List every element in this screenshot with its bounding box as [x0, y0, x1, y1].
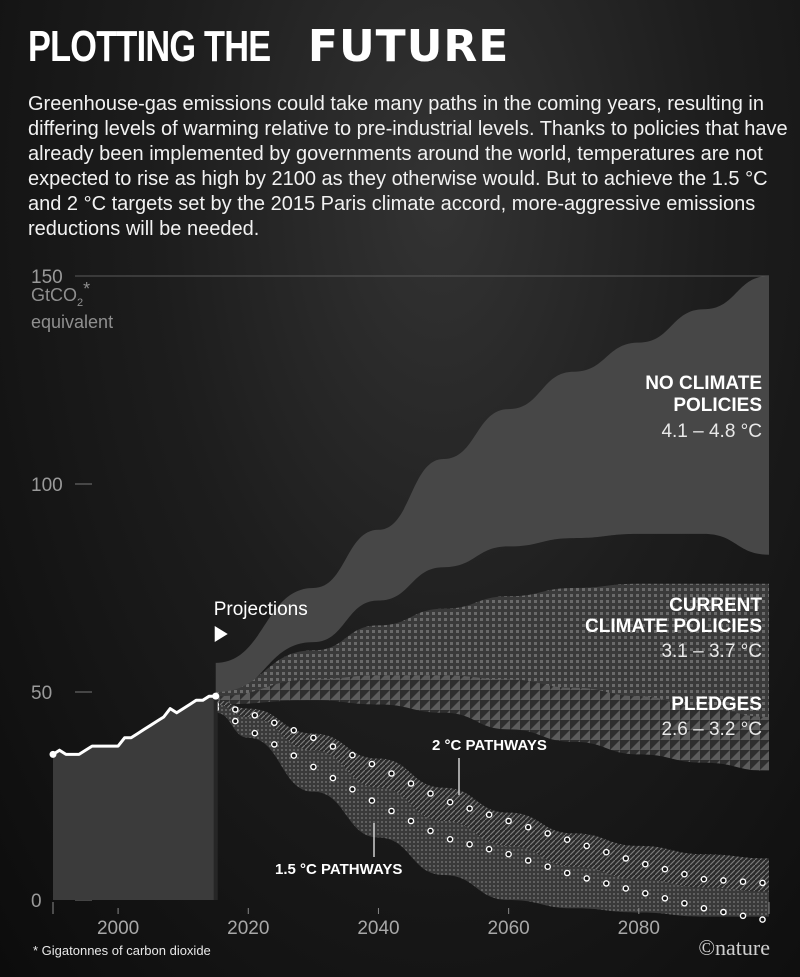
footnote: * Gigatonnes of carbon dioxide — [33, 943, 211, 958]
emissions-chart — [0, 240, 800, 940]
one-point-five-band-median-point — [389, 808, 394, 813]
one-point-five-band-median-point — [291, 753, 296, 758]
one-point-five-band-median-point — [311, 764, 316, 769]
two-degree-band-median-point — [662, 867, 667, 872]
projections-label: Projections — [213, 599, 308, 620]
title-light: PLOTTING THE — [28, 22, 271, 71]
y-tick-label: 50 — [31, 683, 53, 704]
one-point-five-band-median-point — [604, 881, 609, 886]
no-climate-range: 4.1 – 4.8 °C — [661, 421, 762, 442]
one-point-five-band-median-point — [682, 901, 687, 906]
projection-divider — [214, 696, 218, 900]
two-degree-band-median-point — [350, 753, 355, 758]
x-tick-label: 2040 — [357, 918, 400, 939]
historical-end-point — [212, 693, 219, 700]
two-degree-band-median-point — [233, 707, 238, 712]
two-degree-band-median-point — [760, 880, 765, 885]
two-degree-band-median-point — [389, 771, 394, 776]
one-point-five-band-median-point — [701, 906, 706, 911]
two-degree-band-median-point — [291, 728, 296, 733]
nature-logo: ©nature — [698, 935, 770, 960]
one-point-five-band-median-point — [760, 917, 765, 922]
two-degree-band-median-point — [604, 850, 609, 855]
two-degree-band-median-point — [584, 843, 589, 848]
current-policies-label: CURRENT — [669, 595, 762, 616]
two-degree-band-median-point — [272, 720, 277, 725]
historical-start-point — [50, 751, 57, 758]
two-degree-band-median-point — [740, 879, 745, 884]
two-degree-band-median-point — [526, 825, 531, 830]
y-tick-label: 150 — [31, 267, 63, 288]
two-degree-band-median-point — [428, 791, 433, 796]
historical-area — [53, 696, 216, 900]
two-degree-band-median-point — [330, 744, 335, 749]
one-point-five-band-median-point — [233, 719, 238, 724]
one-point-five-band-median-point — [643, 891, 648, 896]
one-point-five-label: 1.5 °C PATHWAYS — [275, 861, 403, 878]
chart-title — [28, 22, 509, 72]
x-tick-label: 2060 — [487, 918, 530, 939]
one-point-five-band-median-point — [330, 776, 335, 781]
two-degree-band-median-point — [643, 862, 648, 867]
pledges-range: 2.6 – 3.2 °C — [661, 719, 762, 740]
two-degree-band-median-point — [721, 878, 726, 883]
y-tick-label: 100 — [31, 475, 63, 496]
one-point-five-band-median-point — [526, 858, 531, 863]
two-degree-band-median-point — [545, 831, 550, 836]
one-point-five-band-median-point — [565, 870, 570, 875]
two-degree-band-median-point — [408, 781, 413, 786]
two-degree-label: 2 °C PATHWAYS — [432, 737, 547, 754]
one-point-five-band-median-point — [350, 787, 355, 792]
y-tick-label: 0 — [31, 891, 42, 912]
two-degree-band-median-point — [252, 713, 257, 718]
one-point-five-band-median-point — [467, 842, 472, 847]
two-degree-band-median-point — [448, 800, 453, 805]
one-point-five-band-median-point — [369, 798, 374, 803]
one-point-five-band-median-point — [272, 742, 277, 747]
intro-paragraph: Greenhouse-gas emissions could take many paths in the coming years, resulting in differing levels of warming relative to pre-industrial levels. Thanks to policies that have already been implemented by governments around the world, temperatures are not expected to rise as high by 2100 as they otherwise would. But to achieve the 1.5 °C and 2 °C targets set by the 2015 Paris climate accord, more-aggressive emissions reductions will be needed. — [28, 93, 788, 240]
one-point-five-band-median-point — [428, 828, 433, 833]
one-point-five-band-median-point — [584, 876, 589, 881]
one-point-five-band-median-point — [448, 837, 453, 842]
current-policies-label: CLIMATE POLICIES — [585, 616, 762, 637]
projections-arrow-icon — [215, 626, 228, 642]
one-point-five-band-median-point — [408, 818, 413, 823]
x-tick-label: 2020 — [227, 918, 270, 939]
x-tick-label: 2080 — [617, 918, 660, 939]
no-climate-label: POLICIES — [673, 395, 762, 416]
two-degree-band-median-point — [369, 761, 374, 766]
two-degree-band-median-point — [467, 806, 472, 811]
one-point-five-band-median-point — [623, 886, 628, 891]
two-degree-band-median-point — [311, 735, 316, 740]
one-point-five-band-median-point — [662, 896, 667, 901]
current-policies-range: 3.1 – 3.7 °C — [661, 641, 762, 662]
y-axis-label-line2: equivalent — [31, 312, 114, 332]
two-degree-band-median-point — [682, 872, 687, 877]
title-bold: FUTURE — [307, 21, 510, 72]
historical-series — [50, 693, 220, 900]
two-degree-band-median-point — [487, 812, 492, 817]
x-tick-label: 2000 — [96, 918, 140, 939]
one-point-five-band-median-point — [721, 910, 726, 915]
y-axis-label-line1: GtCO$_2$* — [31, 279, 91, 309]
two-degree-band-median-point — [506, 818, 511, 823]
one-point-five-band-median-point — [252, 731, 257, 736]
two-degree-band-median-point — [623, 856, 628, 861]
one-point-five-band-median-point — [506, 852, 511, 857]
two-degree-band-median-point — [565, 837, 570, 842]
no-climate-label: NO CLIMATE — [645, 373, 762, 394]
one-point-five-band-median-point — [487, 847, 492, 852]
pledges-label: PLEDGES — [671, 694, 762, 715]
two-degree-band-median-point — [701, 877, 706, 882]
one-point-five-band-median-point — [740, 913, 745, 918]
one-point-five-band-median-point — [545, 864, 550, 869]
